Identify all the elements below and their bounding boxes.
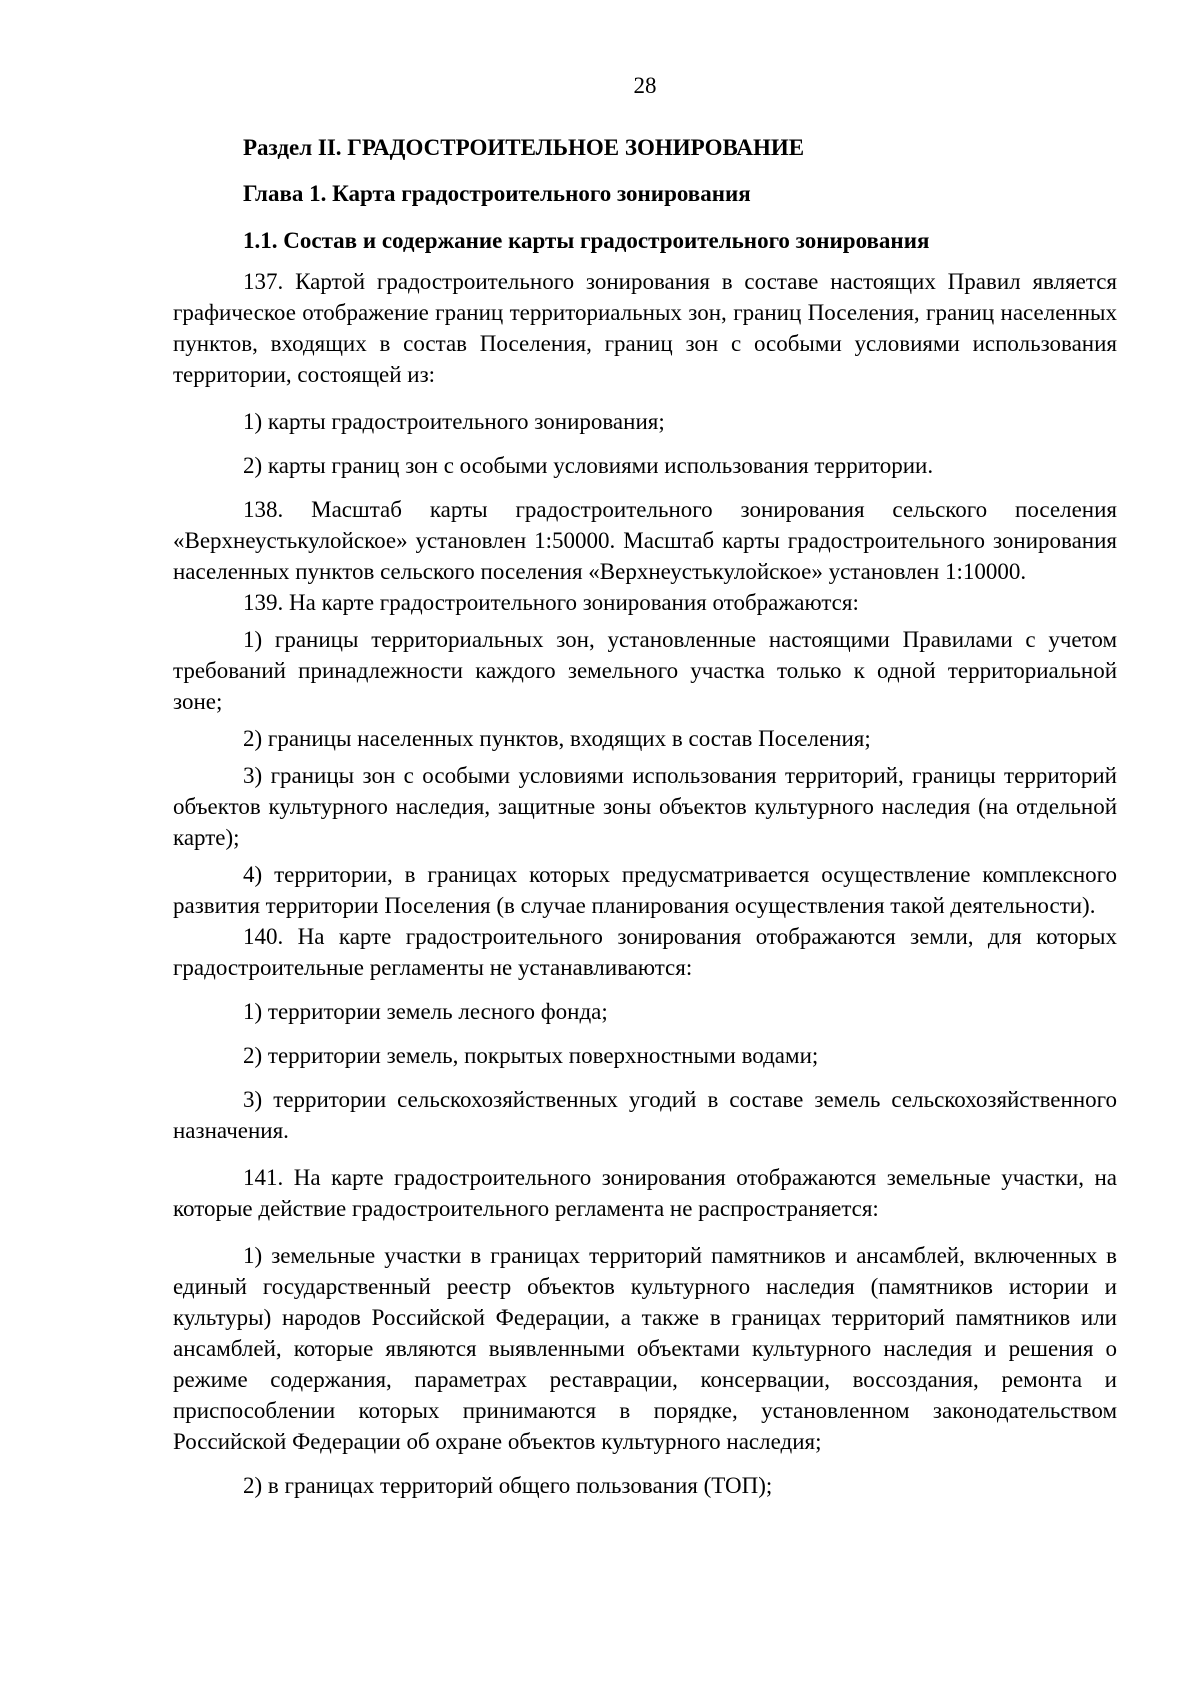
subsection-heading: 1.1. Состав и содержание карты градостроительного зонирования bbox=[243, 228, 930, 253]
paragraph-140: 140. На карте градостроительного зонирования отображаются земли, для которых градостроительные регламенты не устанавливаются: bbox=[173, 924, 1117, 980]
chapter-heading: Глава 1. Карта градостроительного зонирования bbox=[243, 181, 751, 206]
paragraph-137: 137. Картой градостроительного зонирования в составе настоящих Правил является графическое отображение границ территориальных зон, границ Поселения, границ населенных пунктов, входящих в состав Поселения, границ зон с особыми условиями использования территории, состоящей из: bbox=[173, 269, 1117, 387]
list-item: 1) карты градостроительного зонирования; bbox=[243, 409, 665, 434]
list-item: 1) границы территориальных зон, установленные настоящими Правилами с учетом требований принадлежности каждого земельного участка только к одной территориальной зоне; bbox=[173, 627, 1117, 714]
list-item: 4) территории, в границах которых предусматривается осуществление комплексного развития территории Поселения (в случае планирования осуществления такой деятельности). bbox=[173, 862, 1117, 918]
paragraph-138: 138. Масштаб карты градостроительного зонирования сельского поселения «Верхнеустькулойское» установлен 1:50000. Масштаб карты градостроительного зонирования населенных пунктов сельского поселения «Верхнеустькулойское» установлен 1:10000. bbox=[173, 497, 1117, 584]
document-body bbox=[173, 133, 1117, 1501]
list-item: 2) карты границ зон с особыми условиями использования территории. bbox=[243, 453, 934, 478]
list-item: 1) земельные участки в границах территорий памятников и ансамблей, включенных в единый государственный реестр объектов культурного наследия (памятников истории и культуры) народов Российской Федерации, а также в границах территорий памятников или ансамблей, которые являются выявленными объектами культурного наследия и решения о режиме содержания, параметрах реставрации, консервации, воссоздания, ремонта и приспособлении которых принимаются в порядке, установленном законодательством Российской Федерации об охране объектов культурного наследия; bbox=[173, 1243, 1117, 1454]
list-item: 3) территории сельскохозяйственных угодий в составе земель сельскохозяйственного назначения. bbox=[173, 1087, 1117, 1143]
list-item: 2) территории земель, покрытых поверхностными водами; bbox=[243, 1043, 819, 1068]
paragraph-141: 141. На карте градостроительного зонирования отображаются земельные участки, на которые действие градостроительного регламента не распространяется: bbox=[173, 1165, 1117, 1221]
list-item: 2) границы населенных пунктов, входящих в состав Поселения; bbox=[243, 726, 871, 751]
list-item: 2) в границах территорий общего пользования (ТОП); bbox=[243, 1473, 773, 1498]
list-item: 1) территории земель лесного фонда; bbox=[243, 999, 608, 1024]
section-heading: Раздел II. ГРАДОСТРОИТЕЛЬНОЕ ЗОНИРОВАНИЕ bbox=[243, 135, 805, 160]
list-item: 3) границы зон с особыми условиями использования территорий, границы территорий объектов культурного наследия, защитные зоны объектов культурного наследия (на отдельной карте); bbox=[173, 763, 1117, 850]
paragraph-139: 139. На карте градостроительного зонирования отображаются: bbox=[243, 590, 859, 615]
page-number: 28 bbox=[633, 73, 657, 98]
